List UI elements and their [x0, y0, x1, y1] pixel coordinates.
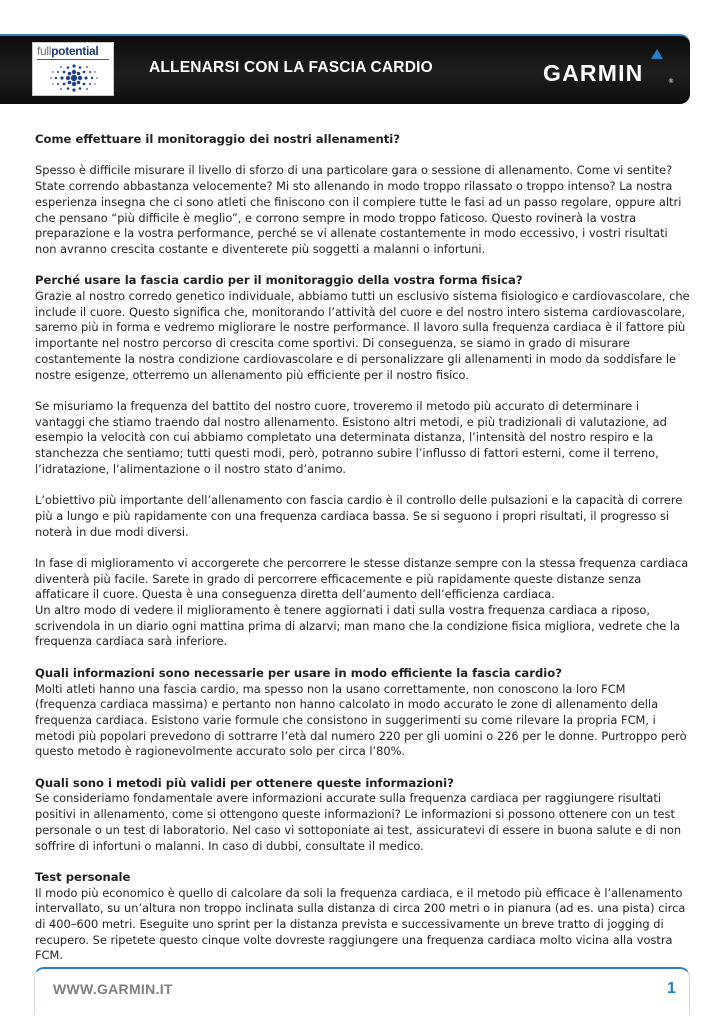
body-paragraph: Se misuriamo la frequenza del battito del nostro cuore, troveremo il metodo più accurato di determinare i vantaggi che stiamo traendo dal nostro allenamento. Esistono altri metodi, e più tradizionali di valutazione, ad esempio la velocità con cui abbiamo completato una determinata distanza, l’intensità del nostro respiro e la stanchezza che sentiamo; tutti questi modi, però, potranno subire l’influsso di fattori esterni, come il terreno, l’idratazione, l’alimentazione o il nostro stato d’animo.	[35, 398, 667, 476]
body-paragraph: Il modo più economico è quello di calcolare da soli la frequenza cardiaca, e il metodo più efficace è l’allenamento intervallato, su un’altura non troppo inclinata sulla distanza di circa 200 metri o in pianura (ad es. una pista) circa di 400–600 metri. Eseguite uno sprint per la distanza prevista e successivamente un breve tratto di jogging di recupero. Se ripetete questo cinque volte dovreste raggiungere una frequenza cardiaca molto vicina alla vostra FCM.	[35, 885, 686, 963]
body-paragraph: L’obiettivo più importante dell’allenamento con fascia cardio è il controllo delle pulsazioni e la capacità di correre più a lungo e più rapidamente con una frequenza cardiaca bassa. Se si seguono i propri risultati, il progresso si noterà in due modi diversi.	[35, 493, 683, 539]
body-paragraph: Se consideriamo fondamentale avere informazioni accurate sulla frequenza cardiaca per raggiungere risultati positivi in allenamento, come si ottengono queste informazioni? Le informazioni si possono ottenere con un test personale o un test di laboratorio. Nel caso vi sottoponiate ai test, assicuratevi di essere in buona salute e di non soffrire di infortuni o malanni. In caso di dubbi, consultate il medico.	[35, 791, 682, 853]
paragraph-spacer	[35, 540, 690, 556]
page-title: ALLENARSI CON LA FASCIA CARDIO	[149, 59, 433, 76]
section-spacer	[35, 650, 690, 666]
body-paragraph: In fase di miglioramento vi accorgerete che percorrere le stesse distanze sempre con la stessa frequenza cardiaca diventerà più facile. Sarete in grado di percorrere efficacemente e più rapidamente queste distanze senza affaticare il cuore. Questa è una conseguenza diretta dell’aumento dell’efficienza cardiaca.	[35, 555, 689, 602]
globe-dots-icon	[39, 61, 109, 95]
section-heading: Come effettuare il monitoraggio dei nostri allenamenti?	[35, 132, 400, 146]
body-paragraph: Grazie al nostro corredo genetico individuale, abbiamo tutti un esclusivo sistema fisiologico e cardiovascolare, che include il cuore. Questo significa che, monitorando l’attività del cuore e del nostro intero sistema cardiovascolare, saremo più in forma e vedremo migliorare le nostre performance. Il lavoro sulla frequenza cardiaca è il fattore più importante nel nostro percorso di crescita come sportivi. Di conseguenza, se siamo in grado di misurare costantemente la nostra condizione cardiovascolare e di personalizzare gli allenamenti in modo da soddisfare le nostre esigenze, otterremo un allenamento più efficiente per il nostro fisico.	[35, 289, 690, 382]
logo-rule	[37, 59, 109, 60]
body-paragraph: Molti atleti hanno una fascia cardio, ma spesso non la usano correttamente, non conoscono la loro FCM (frequenza cardiaca massima) e pertanto non hanno calcolato in modo accurato le zone di allenamento della frequenza cardiaca. Esistono varie formule che consistono in suggerimenti su come rilevare la propria FCM, i metodi più popolari prevedono di sottrarre l’età dal numero 220 per gli uomini o 226 per le donne. Purtroppo però questo metodo è ragionevolmente accurato solo per circa l’80%.	[35, 681, 687, 759]
paragraph-spacer	[35, 477, 690, 493]
page-number: 1	[667, 980, 676, 997]
article-body	[35, 132, 690, 964]
paragraph-spacer	[35, 383, 690, 399]
section-heading: Test personale	[35, 869, 131, 884]
garmin-triangle-icon	[651, 49, 663, 59]
garmin-logo: GARMIN	[543, 60, 644, 86]
footer-website-link[interactable]: WWW.GARMIN.IT	[53, 981, 173, 997]
section-spacer	[35, 760, 690, 776]
section-spacer	[35, 854, 690, 870]
section-heading: Quali informazioni sono necessarie per usare in modo efficiente la fascia cardio?	[35, 665, 562, 680]
logo-wordmark: fullpotential	[37, 44, 99, 58]
body-paragraph: Spesso è difficile misurare il livello di sforzo di una particolare gara o sessione di allenamento. Come vi sentite? State correndo abbastanza velocemente? Mi sto allenando in modo troppo rilassato o troppo intenso? La nostra esperienza insegna che ci sono atleti che finiscono con il compiere tutte le fasi ad un passo regolare, oppure altri che pensano “più difficile è meglio”, e corrono sempre in modo troppo faticoso. Questo rovinerà la vostra preparazione e la vostra performance, perché se vi allenate costantemente in modo eccessivo, i vostri risultati non avranno crescita costante e diventerete più soggetti a malanni o infortuni.	[35, 163, 682, 256]
paragraph-spacer	[35, 148, 690, 164]
section-heading: Quali sono i metodi più validi per ottenere queste informazioni?	[35, 775, 454, 790]
fullpotential-logo	[32, 42, 114, 96]
section-heading: Perché usare la fascia cardio per il monitoraggio della vostra forma fisica?	[35, 273, 523, 288]
body-paragraph: Un altro modo di vedere il miglioramento è tenere aggiornati i dati sulla vostra frequenza cardiaca a riposo, scrivendola in un diario ogni mattina prima di alzarvi; man mano che la condizione fisica migliora, vedrete che la frequenza cardiaca sarà inferiore.	[35, 603, 681, 649]
registered-mark: ®	[668, 78, 674, 85]
section-spacer	[35, 258, 690, 274]
